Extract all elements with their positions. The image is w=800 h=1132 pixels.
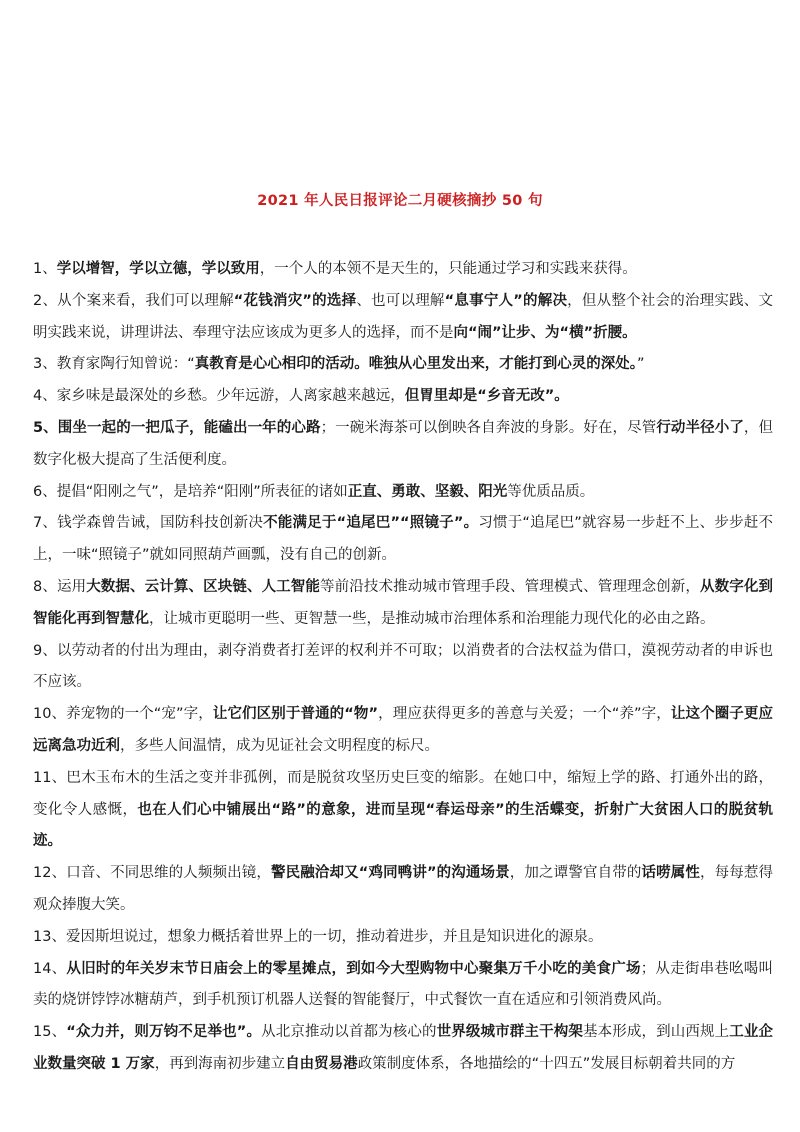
quote-text: ，每每惹得观众捧腹大笑。 [33, 865, 774, 913]
quote-text: 14、 [33, 960, 67, 977]
quote-text: 8、运用 [33, 578, 87, 595]
quote-text: ，多些人间温情，成为见证社会文明程度的标尺。 [120, 737, 439, 754]
quote-text: 等优质品质。 [507, 483, 595, 500]
emphasis-text: “众力并，则万钧不足举也”。 [66, 1024, 262, 1041]
quote-item-10 [33, 699, 773, 763]
emphasis-text: 从数字化到智能化再到智慧化 [33, 578, 773, 627]
quote-text: ，一个人的本领不是天生的，只能通过学习和实践来获得。 [259, 261, 637, 277]
quote-item-11 [33, 763, 773, 858]
quote-item-13 [33, 922, 773, 954]
quote-item-9 [33, 636, 773, 700]
emphasis-text: 大数据、云计算、区块链、人工智能 [86, 578, 321, 595]
emphasis-text: 让它们区别于普通的“物” [212, 706, 379, 723]
quote-item-5 [33, 413, 773, 477]
emphasis-text: 工业企业数量突破 1 万家 [33, 1024, 774, 1072]
quote-text: 从北京推动以首都为核心的 [261, 1024, 437, 1041]
quote-item-4 [33, 381, 773, 413]
emphasis-text: 向“闹”让步、为“横”折腰。 [453, 324, 637, 341]
emphasis-text: 从旧时的年关岁末节日庙会上的零星摊点，到如今大型购物中心聚集万千小吃的美食广场 [66, 960, 641, 977]
emphasis-text: 自由贸易港 [285, 1055, 358, 1072]
quote-text: 、也可以理解 [356, 292, 445, 309]
quote-text: 政策制度体系，各地描绘的“十四五”发展目标朝着共同的方 [357, 1055, 736, 1072]
emphasis-text: 让这个圈子更应远离急功近利 [33, 706, 774, 754]
quote-item-14 [33, 954, 773, 1018]
quote-item-6 [33, 477, 773, 509]
quote-text: ，让城市更聪明一些、更智慧一些，是推动城市治理体系和治理能力现代化的必由之路。 [149, 610, 715, 627]
quote-text: ；一碗米海茶可以倒映各自奔波的身影。好在，尽管 [320, 419, 657, 436]
quote-text: 6、提倡“阳刚之气”，是培养“阳刚”所表征的诸如 [33, 483, 348, 500]
document-title: 2021 年人民日报评论二月硬核摘抄 50 句 [257, 193, 543, 209]
quote-text: ” [637, 356, 645, 373]
quote-text: 1、 [33, 261, 57, 277]
quote-text: 9、以劳动者的付出为理由，剥夺消费者打差评的权利并不可取；以消费者的合法权益为借口，漠视劳动者的申诉也不应该。 [33, 642, 773, 691]
quote-item-3 [33, 349, 773, 381]
emphasis-text: 世界级城市群主干构架 [436, 1024, 583, 1041]
quote-item-2 [33, 286, 773, 350]
emphasis-text: 真教育是心心相印的活动。唯独从心里发出来，才能打到心灵的深处。 [194, 356, 637, 373]
quote-text: ，理应获得更多的善意与关爱；一个“养”字， [378, 706, 671, 723]
quote-text: 11、巴木玉布木的生活之变并非孤例，而是脱贫攻坚历史巨变的缩影。在她口中，缩短上学的路、打通外出的路，变化令人感慨， [33, 769, 773, 818]
emphasis-text: 围坐一起的一把瓜子，能磕出一年的心路 [57, 419, 321, 436]
quote-text: 基本形成，到山西规上 [582, 1024, 730, 1041]
emphasis-text: “息事宁人”的解决 [444, 292, 568, 309]
emphasis-text: 警民融洽却又“鸡同鸭讲”的沟通场景 [271, 865, 510, 882]
quote-item-12 [33, 858, 773, 922]
emphasis-text: 不能满足于“追尾巴”“照镜子”。 [263, 515, 479, 532]
quote-text: 10、养宠物的一个“宠”字， [33, 706, 213, 723]
quote-text: ；从走街串巷吆喝叫卖的烧饼饽饽冰糖葫芦，到手机预订机器人送餐的智能餐厅，中式餐饮一直在适应和引领消费风尚。 [33, 960, 774, 1009]
emphasis-text: 也在人们心中铺展出“路”的意象，进而呈现“春运母亲”的生活蝶变，折射广大贫困人口的脱贫轨迹。 [33, 801, 773, 850]
quote-text: ，但数字化极大提高了生活便利度。 [33, 419, 774, 468]
quote-text: 3、教育家陶行知曾说：“ [33, 356, 195, 373]
quote-text: 13、爱因斯坦说过，想象力概括着世界上的一切，推动着进步，并且是知识进化的源泉。 [33, 928, 603, 945]
emphasis-text: 正直、勇敢、坚毅、阳光 [347, 483, 508, 500]
quote-text: 12、口音、不同思维的人频频出镜， [33, 865, 272, 882]
emphasis-text: 但胃里却是“乡音无改”。 [404, 388, 569, 405]
emphasis-text: 学以增智，学以立德，学以致用 [56, 261, 260, 277]
emphasis-text: “花钱消灾”的选择 [233, 292, 357, 309]
quote-text: 2、从个案来看，我们可以理解 [33, 292, 234, 309]
quote-item-1 [33, 254, 773, 286]
quote-text: ，但从整个社会的治理实践、文明实践来说，讲理讲法、奉理守法应该成为更多人的选择，而不是 [33, 292, 774, 341]
quote-text: 15、 [33, 1024, 67, 1041]
quote-text: 4、家乡味是最深处的乡愁。少年远游，人离家越来越远， [33, 388, 405, 405]
quote-item-8 [33, 572, 773, 636]
quote-text: ，再到海南初步建立 [154, 1055, 286, 1072]
quote-item-15 [33, 1017, 773, 1081]
quote-text: 7、钱学森曾告诫，国防科技创新决 [33, 515, 264, 532]
emphasis-text: 行动半径小了 [656, 419, 744, 436]
quote-item-7 [33, 508, 773, 572]
quote-text: 等前沿技术推动城市管理手段、管理模式、管理理念创新， [320, 578, 701, 595]
quote-text: ，加之谭警官自带的 [509, 865, 642, 882]
emphasis-text: 话唠属性 [641, 865, 700, 882]
emphasis-text: 5、 [33, 419, 58, 436]
quote-list [33, 254, 773, 1081]
quote-text: 习惯于“追尾巴”就容易一步赶不上、步步赶不上，一味“照镜子”就如同照葫芦画瓢，没有自己的创新。 [33, 515, 773, 564]
